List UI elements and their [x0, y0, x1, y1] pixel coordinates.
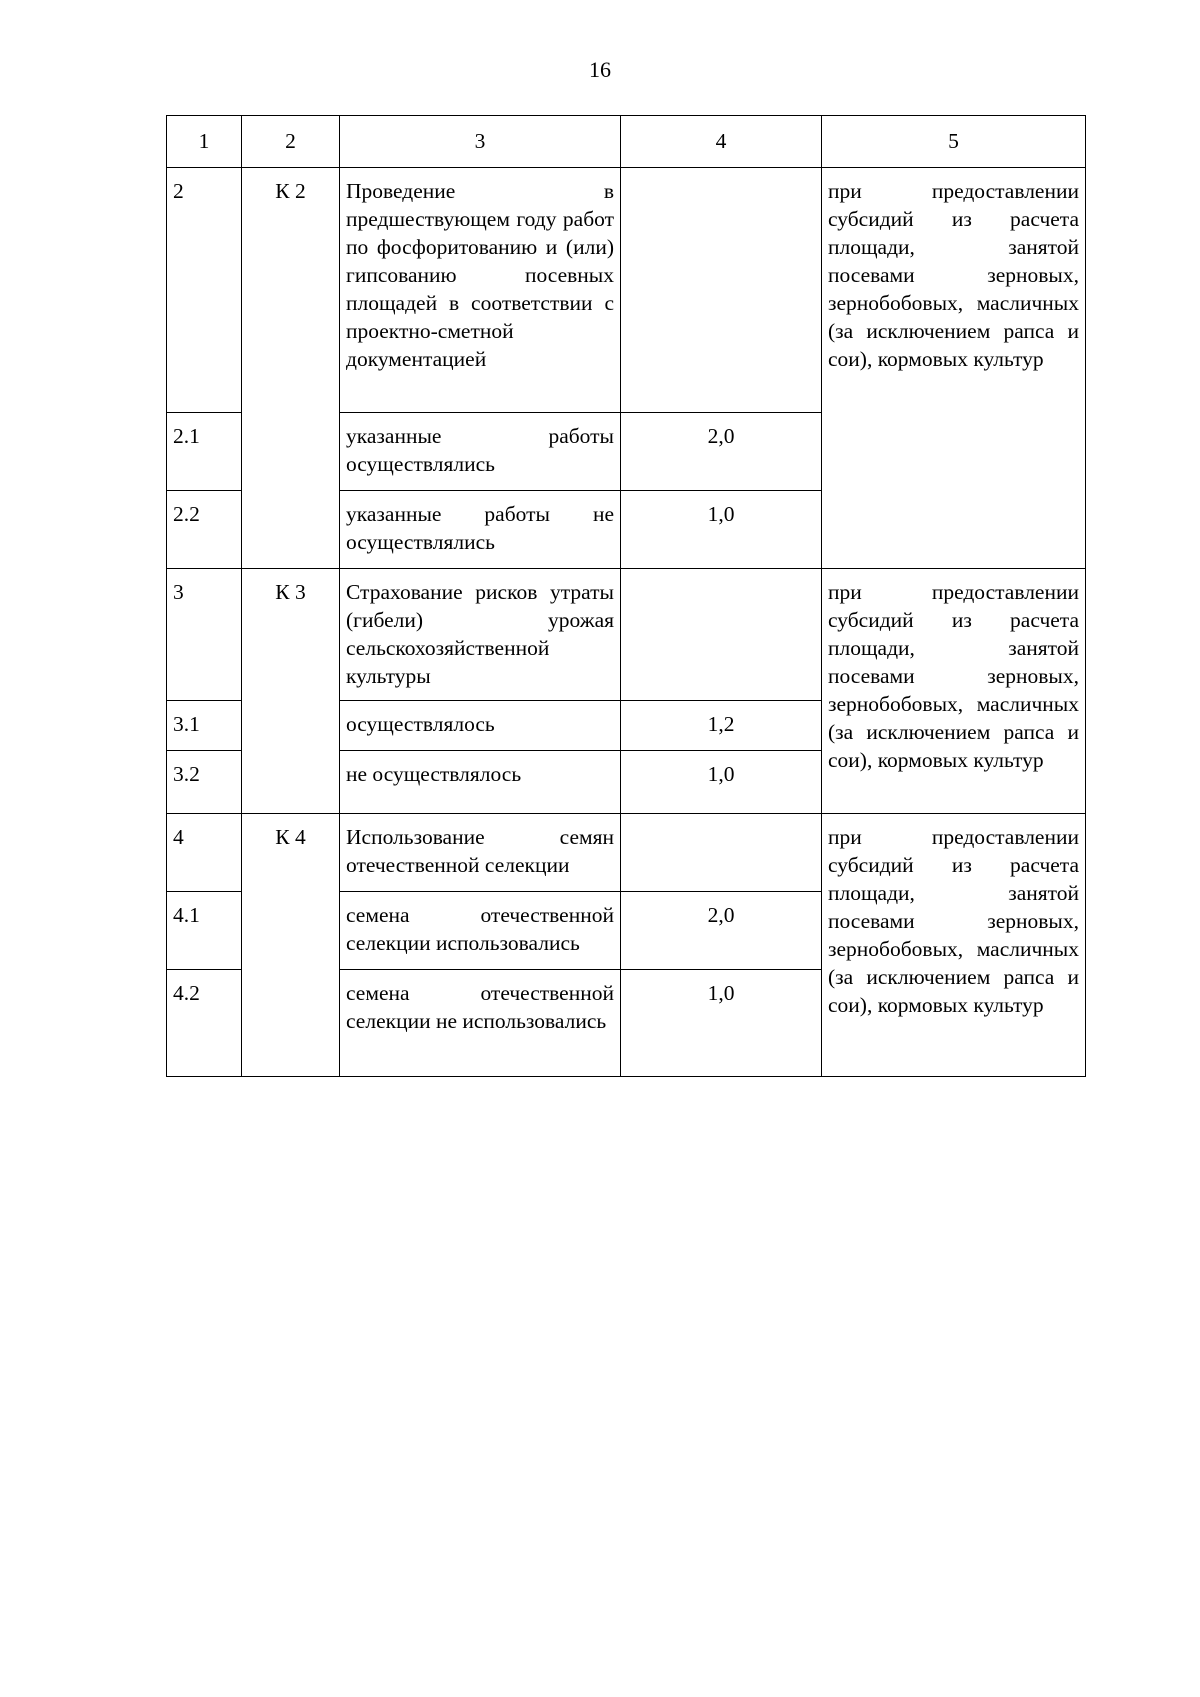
row-description: указанные работы не осуществлялись [340, 491, 621, 569]
row-number: 3 [167, 569, 242, 701]
header-cell: 4 [621, 116, 822, 168]
row-value: 2,0 [621, 413, 822, 491]
row-description: не осуществлялось [340, 751, 621, 814]
row-number: 4.2 [167, 970, 242, 1077]
row-number: 4.1 [167, 892, 242, 970]
row-value [621, 814, 822, 892]
row-description: семена отечественной селекции использовались [340, 892, 621, 970]
row-description: указанные работы осуществлялись [340, 413, 621, 491]
coefficient-code: К 2 [242, 168, 340, 569]
table-row [167, 168, 1086, 413]
row-description: Страхование рисков утраты (гибели) урожая сельскохозяйственной культуры [340, 569, 621, 701]
header-cell: 1 [167, 116, 242, 168]
table-row [167, 814, 1086, 892]
row-value: 1,2 [621, 701, 822, 751]
row-number: 2.1 [167, 413, 242, 491]
row-number: 2 [167, 168, 242, 413]
row-note: при предоставлении субсидий из расчета площади, занятой посевами зерновых, зернобобовых, масличных (за исключением рапса и сои), кормовых культур [822, 569, 1086, 814]
row-description: осуществлялось [340, 701, 621, 751]
row-description: семена отечественной селекции не использовались [340, 970, 621, 1077]
row-note: при предоставлении субсидий из расчета площади, занятой посевами зерновых, зернобобовых, масличных (за исключением рапса и сои), кормовых культур [822, 168, 1086, 569]
page-number: 16 [589, 57, 611, 82]
coefficient-code: К 3 [242, 569, 340, 814]
row-value: 1,0 [621, 491, 822, 569]
coefficients-table [166, 115, 1086, 1077]
coefficient-code: К 4 [242, 814, 340, 1077]
row-description: Использование семян отечественной селекции [340, 814, 621, 892]
row-value: 2,0 [621, 892, 822, 970]
row-number: 4 [167, 814, 242, 892]
row-number: 3.2 [167, 751, 242, 814]
header-cell: 5 [822, 116, 1086, 168]
row-note: при предоставлении субсидий из расчета площади, занятой посевами зерновых, зернобобовых, масличных (за исключением рапса и сои), кормовых культур [822, 814, 1086, 1077]
header-cell: 3 [340, 116, 621, 168]
row-value: 1,0 [621, 970, 822, 1077]
row-number: 3.1 [167, 701, 242, 751]
row-value [621, 569, 822, 701]
row-value: 1,0 [621, 751, 822, 814]
header-cell: 2 [242, 116, 340, 168]
row-value [621, 168, 822, 413]
row-description: Проведение в предшествующем году работ по фосфоритованию и (или) гипсованию посевных площадей в соответствии с проектно-сметной документацией [340, 168, 621, 413]
row-number: 2.2 [167, 491, 242, 569]
table-header-row [167, 116, 1086, 168]
table-row [167, 569, 1086, 701]
